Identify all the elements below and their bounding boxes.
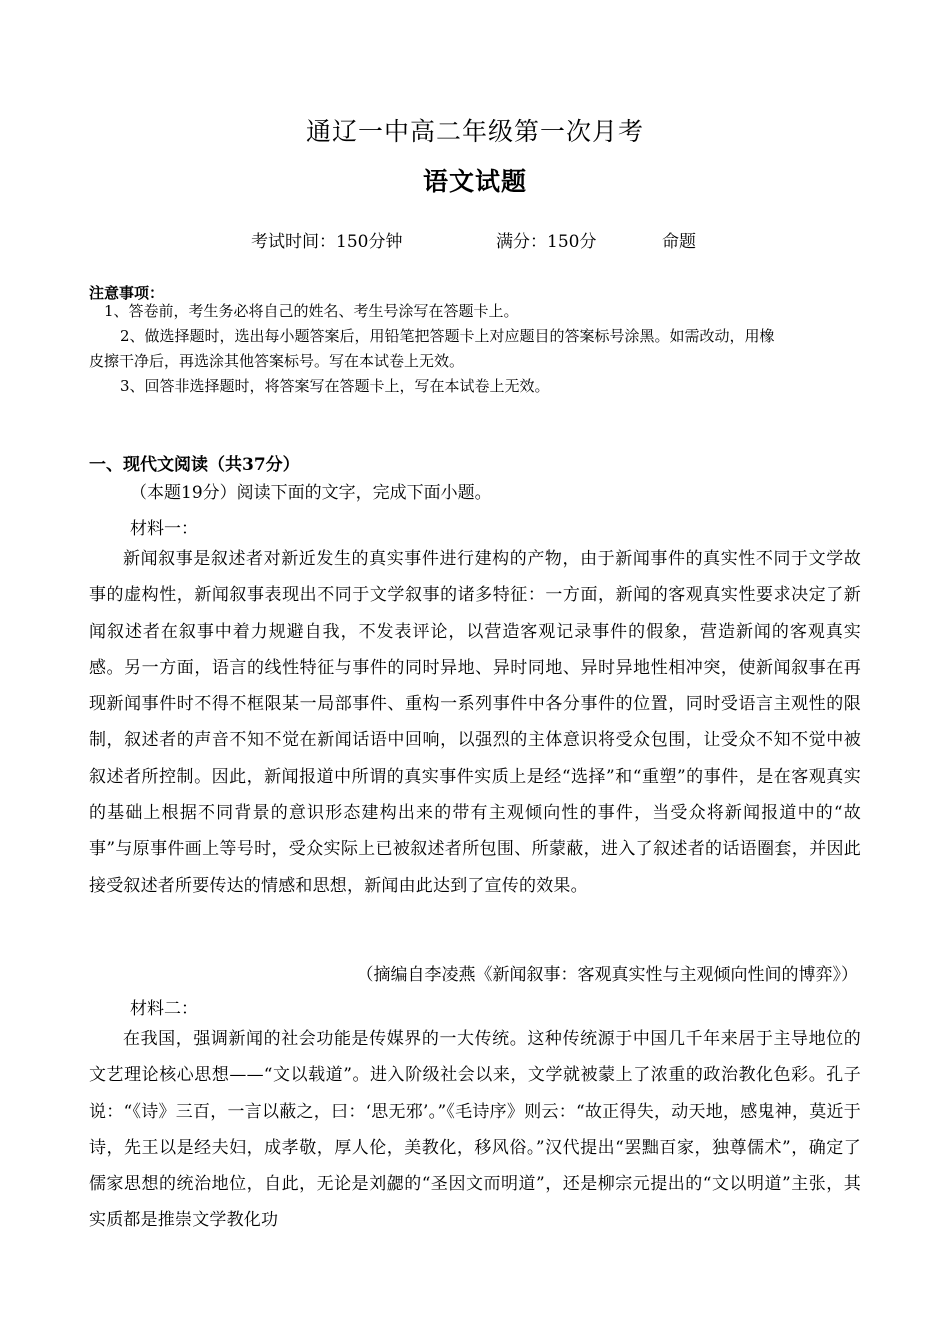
exam-time: 考试时间：150分钟 [251,232,403,252]
full-score: 满分：150分 [496,232,597,252]
note-item: 2、做选择题时，选出每小题答案后，用铅笔把答题卡上对应题目的答案标号涂黑。如需改动，用橡 [120,327,775,345]
note-item: 1、答卷前，考生务必将自己的姓名、考生号涂写在答题卡上。 [104,302,519,320]
material-one-source: （摘编自李凌燕《新闻叙事：客观真实性与主观倾向性间的博弈》） [356,965,858,985]
material-one-label: 材料一： [130,519,198,539]
note-item: 皮擦干净后，再选涂其他答案标号。写在本试卷上无效。 [89,352,465,370]
note-item: 3、回答非选择题时，将答案写在答题卡上，写在本试卷上无效。 [120,377,550,395]
section-heading: 一、现代文阅读（共37分） [89,455,300,475]
material-two-text: 在我国，强调新闻的社会功能是传媒界的一大传统。这种传统源于中国几千年来居于主导地位的文艺理论核心思想——“文以载道”。进入阶级社会以来，文学就被蒙上了浓重的政治教化色彩。孔子说：“《诗》三百，一言以蔽之，曰：‘思无邪’。”《毛诗序》则云：“故正得失，动天地，感鬼神，莫近于诗，先王以是经夫妇，成孝敬，厚人伦，美教化，移风俗。”汉代提出“罢黜百家，独尊儒术”，确定了儒家思想的统治地位，自此，无论是刘勰的“圣因文而明道”，还是柳宗元提出的“文以明道”主张，其实质都是推崇文学教化功 [89,1029,861,1231]
notes-heading: 注意事项： [89,284,165,302]
question-intro: （本题19分）阅读下面的文字，完成下面小题。 [130,483,492,503]
material-two-label: 材料二： [130,999,198,1019]
exam-subject-title: 语文试题 [422,167,527,196]
question-setter: 命题 [662,232,696,252]
exam-title: 通辽一中高二年级第一次月考 [305,117,644,146]
material-one-text: 新闻叙事是叙述者对新近发生的真实事件进行建构的产物，由于新闻事件的真实性不同于文学故事的虚构性，新闻叙事表现出不同于文学叙事的诸多特征：一方面，新闻的客观真实性要求决定了新闻叙述者在叙事中着力规避自我，不发表评论，以营造客观记录事件的假象，营造新闻的客观真实感。另一方面，语言的线性特征与事件的同时异地、异时同地、异时异地性相冲突，使新闻叙事在再现新闻事件时不得不框限某一局部事件、重构一系列事件中各分事件的位置，同时受语言主观性的限制，叙述者的声音不知不觉在新闻话语中回响，以强烈的主体意识将受众包围，让受众不知不觉中被叙述者所控制。因此，新闻报道中所谓的真实事件实质上是经“选择”和“重塑”的事件，是在客观真实的基础上根据不同背景的意识形态建构出来的带有主观倾向性的事件，当受众将新闻报道中的“故事”与原事件画上等号时，受众实际上已被叙述者所包围、所蒙蔽，进入了叙述者的话语圈套，并因此接受叙述者所要传达的情感和思想，新闻由此达到了宣传的效果。 [89,549,861,896]
